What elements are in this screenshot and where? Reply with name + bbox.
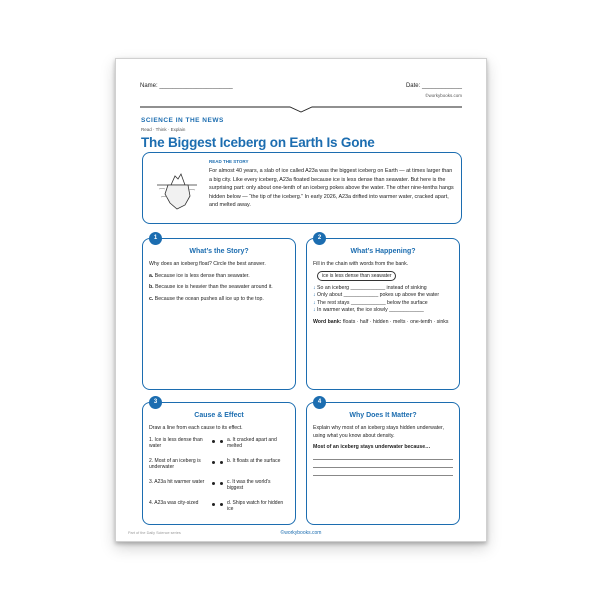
cause-dot[interactable] (212, 440, 215, 443)
cause-3: 3. A23a hit warmer water (149, 479, 205, 485)
down-arrow-icon: ↓ (313, 284, 316, 291)
match-row (149, 479, 289, 500)
down-arrow-icon: ↓ (313, 307, 316, 314)
iceberg-illustration (155, 167, 199, 211)
effect-dot[interactable] (220, 440, 223, 443)
answer-line[interactable] (313, 475, 453, 476)
chain-step-2[interactable]: ↓ Only about ____________ pokes up above the water (313, 292, 440, 299)
cause-dot[interactable] (212, 482, 215, 485)
cause-dot[interactable] (212, 461, 215, 464)
story-text: For almost 40 years, a slab of ice called A23a was the biggest iceberg on Earth — at times larger than a big city. Like every iceberg, A23a floated because ice is less dense than seawater. But here is the surprising part: only about one-tenth of an iceberg pokes above the water. The other nine-tenths hangs hidden below — “the tip of the iceberg.” In early 2026, A23a drifted into warmer water, cracked apart, and melted away. (209, 168, 454, 208)
question-3-prompt: Draw a line from each cause to its effect. (149, 425, 243, 431)
question-number-1: 1 (149, 232, 162, 245)
option-b[interactable]: b. Because ice is heavier than the seawater around it. (149, 284, 273, 291)
header-row (140, 73, 462, 99)
cause-2: 2. Most of an iceberg is underwater (149, 458, 201, 471)
story-box (142, 152, 462, 224)
question-number-2: 2 (313, 232, 326, 245)
effect-dot[interactable] (220, 482, 223, 485)
down-arrow-icon: ↓ (313, 299, 316, 306)
chain-step-1[interactable]: ↓ So an iceberg ____________ instead of sinking (313, 284, 427, 291)
cause-1: 1. Ice is less dense than water (149, 437, 203, 450)
chain-step-4[interactable]: ↓ In warmer water, the ice slowly ____________ (313, 307, 424, 314)
worksheet-page (115, 58, 487, 542)
question-2-body (313, 261, 453, 327)
cause-dot[interactable] (212, 503, 215, 506)
down-arrow-icon: ↓ (313, 292, 316, 299)
question-2-prompt: Fill in the chain with words from the bank. (313, 261, 409, 267)
page-title: The Biggest Iceberg on Earth Is Gone (141, 135, 375, 150)
question-4-body (313, 425, 453, 476)
match-list (149, 437, 289, 521)
section-subkicker: Read · Think · Explain (141, 127, 186, 132)
effect-b: b. It floats at the surface (227, 458, 281, 464)
effect-dot[interactable] (220, 461, 223, 464)
name-field-label: Name: ______________________ (140, 83, 233, 89)
question-1-prompt: Why does an iceberg float? Circle the best answer. (149, 261, 266, 267)
question-3-heading: Cause & Effect (194, 412, 244, 419)
footer-series: Part of the Daily Science series (128, 531, 181, 535)
header-divider (140, 105, 462, 113)
effect-dot[interactable] (220, 503, 223, 506)
question-number-3: 3 (149, 396, 162, 409)
date-field-label: Date: ____________ (405, 83, 462, 89)
question-4-prompt: Explain why most of an iceberg stays hidden underwater, using what you know about density. (313, 425, 444, 439)
match-row (149, 437, 289, 458)
question-3-box (142, 399, 296, 525)
option-a[interactable]: a. Because ice is less dense than seawater. (149, 272, 250, 279)
chain-start-chip: ice is less dense than seawater (317, 271, 396, 281)
header-site: ©workybooks.com (425, 93, 462, 98)
answer-starter: Most of an iceberg stays underwater because… (313, 444, 431, 451)
option-c[interactable]: c. Because the ocean pushes all ice up to the top. (149, 295, 264, 302)
story-label: READ THE STORY (209, 159, 249, 164)
effect-d: d. Ships watch for hidden ice (227, 500, 284, 513)
question-number-4: 4 (313, 396, 326, 409)
question-4-heading: Why Does It Matter? (349, 412, 417, 419)
question-2-box (306, 235, 460, 390)
answer-line[interactable] (313, 467, 453, 468)
question-2-heading: What’s Happening? (350, 248, 416, 255)
question-1-body (149, 261, 289, 307)
question-1-heading: What’s the Story? (189, 248, 249, 255)
footer-site: ©workybooks.com (280, 530, 322, 536)
question-1-box (142, 235, 296, 390)
effect-c: c. It was the world’s biggest (227, 479, 271, 492)
question-4-box (306, 399, 460, 525)
chain-step-3[interactable]: ↓ The rest stays ____________ below the surface (313, 299, 428, 306)
effect-a: a. It cracked apart and melted (227, 437, 277, 450)
match-row (149, 458, 289, 479)
cause-4: 4. A23a was city-sized (149, 500, 199, 506)
section-kicker: SCIENCE IN THE NEWS (141, 117, 224, 124)
answer-line[interactable] (313, 459, 453, 460)
match-row (149, 500, 289, 521)
word-bank: Word bank: floats · half · hidden · melts · one-tenth · sinks (313, 318, 449, 325)
